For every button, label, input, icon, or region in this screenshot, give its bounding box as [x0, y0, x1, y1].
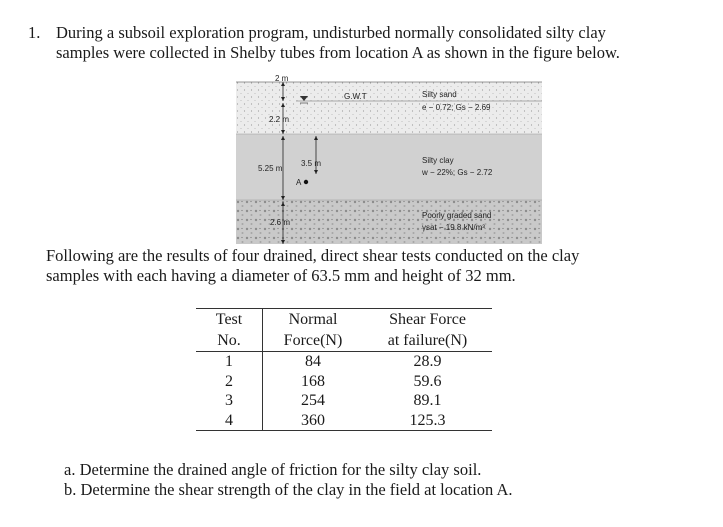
- cell-normal: 168: [301, 372, 325, 390]
- following-line-2: samples with each having a diameter of 63.5 mm and height of 32 mm.: [46, 266, 516, 285]
- header-normal-sub: Force(N): [263, 330, 364, 352]
- question-number: 1.: [28, 23, 41, 42]
- cell-test: 1: [196, 352, 263, 372]
- dim-2-6m: 2.6 m: [270, 218, 291, 227]
- cell-test: 3: [196, 391, 263, 411]
- dim-2m: 2 m: [275, 74, 289, 83]
- point-a-marker: [304, 180, 308, 184]
- dim-5-25m: 5.25 m: [258, 164, 283, 173]
- table-row: [196, 391, 492, 411]
- layer2-name: Silty clay: [422, 156, 454, 165]
- question-line-1: During a subsoil exploration program, undisturbed normally consolidated silty clay: [56, 23, 606, 42]
- gwt-label: G.W.T: [344, 92, 367, 101]
- cell-shear: 89.1: [413, 392, 442, 409]
- layer3-name: Poorly graded sand: [422, 211, 492, 220]
- soil-profile-figure: [236, 74, 542, 244]
- header-shear: Shear Force: [363, 309, 492, 331]
- silty-sand-layer: [236, 82, 542, 134]
- cell-shear: 59.6: [413, 372, 442, 390]
- layer2-props: w − 22%; Gs − 2.72: [422, 168, 493, 177]
- dim-2-2m: 2.2 m: [269, 115, 290, 124]
- direct-shear-results-table: [196, 308, 492, 431]
- cell-shear: 28.9: [413, 353, 442, 370]
- cell-normal: 360: [263, 411, 364, 431]
- cell-shear: 125.3: [363, 411, 492, 431]
- table-row: [196, 372, 492, 392]
- following-line-1: Following are the results of four drained, direct shear tests conducted on the clay: [46, 246, 580, 265]
- point-a-label: A: [296, 178, 302, 187]
- header-normal: Normal: [263, 309, 364, 331]
- table-row: [196, 411, 492, 431]
- header-test-sub: No.: [196, 330, 263, 352]
- part-b: b. Determine the shear strength of the clay in the field at location A.: [64, 480, 513, 499]
- cell-normal: 84: [305, 353, 321, 370]
- layer1-props: e − 0.72; Gs − 2.69: [422, 103, 491, 112]
- cell-normal: 254: [301, 392, 325, 409]
- part-a: a. Determine the drained angle of friction for the silty clay soil.: [64, 460, 482, 479]
- layer1-name: Silty sand: [422, 90, 457, 99]
- table-row: [196, 352, 492, 372]
- layer3-props: γsat − 19.8 kN/m³: [422, 223, 485, 232]
- cell-test: 4: [196, 411, 263, 431]
- header-test: Test: [196, 309, 263, 331]
- question-line-2: samples were collected in Shelby tubes from location A as shown in the figure below.: [56, 43, 620, 62]
- dim-3-5m: 3.5 m: [301, 159, 322, 168]
- header-shear-sub: at failure(N): [363, 330, 492, 352]
- cell-test: 2: [196, 372, 263, 392]
